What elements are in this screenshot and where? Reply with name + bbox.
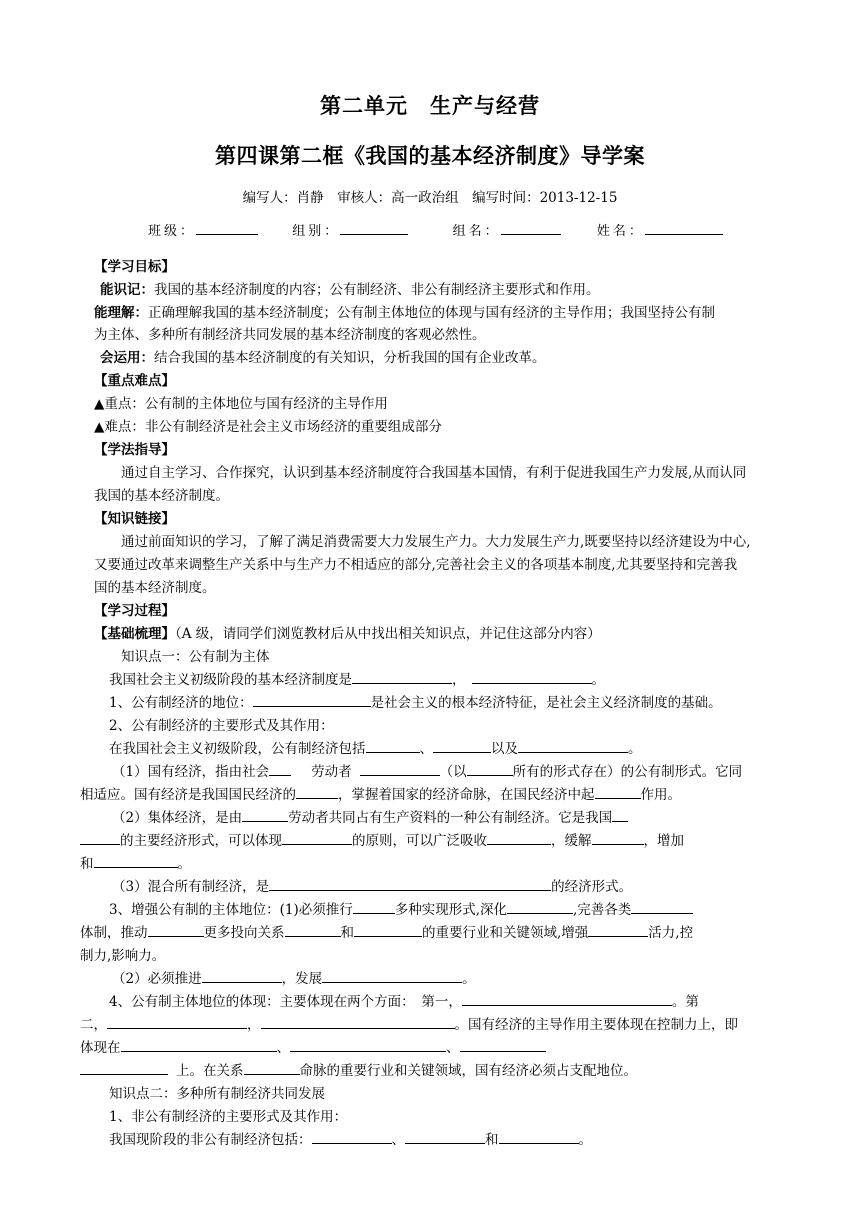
blank[interactable] <box>94 855 178 868</box>
goal-apply-text: 结合我国的基本经济制度的有关知识，分析我国的国有企业改革。 <box>154 350 546 366</box>
blank[interactable] <box>460 1039 546 1052</box>
group-name-blank <box>501 221 561 235</box>
blank[interactable] <box>354 924 422 937</box>
blank[interactable] <box>242 809 288 822</box>
blank[interactable] <box>366 740 420 753</box>
group-name-label: 组名： <box>452 224 501 239</box>
blank[interactable] <box>296 786 338 799</box>
method-text-cont: 我国的基本经济制度。 <box>94 488 229 504</box>
blank[interactable] <box>462 993 672 1006</box>
goal-understand <box>94 304 715 322</box>
link-text: 通过前面知识的学习，了解了满足消费需要大力发展生产力。大力发展生产力,既要坚持以经济建设为中心, <box>121 534 751 550</box>
blank[interactable] <box>244 1062 300 1075</box>
blank[interactable] <box>472 671 592 684</box>
class-blank <box>196 221 258 235</box>
blank[interactable] <box>487 832 551 845</box>
blank[interactable] <box>595 786 641 799</box>
fill-line-20: 我国现阶段的非公有制经济包括： 、 和 。 <box>109 1132 592 1148</box>
goal-remember-text: 我国的基本经济制度的内容；公有制经济、非公有制经济主要形式和作用。 <box>154 282 600 298</box>
knowledge-point-1: 知识点一：公有制为主体 <box>121 649 270 665</box>
blank[interactable] <box>107 1016 247 1029</box>
class-label: 班级： <box>148 224 197 239</box>
author-meta: 编写人：肖静 审核人：高一政治组 编写时间：2013-12-15 <box>242 190 618 206</box>
blank[interactable] <box>290 1039 446 1052</box>
blank[interactable] <box>269 878 551 891</box>
fill-line-16: 二， ， 。国有经济的主导作用主要体现在控制力上，即 <box>80 1017 738 1033</box>
blank[interactable] <box>612 809 628 822</box>
blank[interactable] <box>433 740 491 753</box>
knowledge-point-2: 知识点二：多种所有制经济共同发展 <box>109 1086 325 1102</box>
method-text: 通过自主学习、合作探究，认识到基本经济制度符合我国基本国情，有利于促进我国生产力发展,从而认同 <box>121 465 747 481</box>
fill-line-18: 上。在关系 命脉的重要行业和关键领域，国有经济必须占支配地位。 <box>80 1062 637 1080</box>
blank[interactable] <box>352 671 452 684</box>
goal-apply <box>100 349 546 367</box>
blank[interactable] <box>261 1016 455 1029</box>
fill-line-14: （2）必须推进 ，发展 。 <box>112 971 476 987</box>
blank[interactable] <box>80 832 120 845</box>
blank[interactable] <box>285 924 341 937</box>
goals-heading: 【学习目标】 <box>94 259 175 275</box>
blank[interactable] <box>282 832 352 845</box>
blank[interactable] <box>507 901 573 914</box>
process-heading: 【学习过程】 <box>94 603 175 619</box>
key-point: ▲重点：公有制的主体地位与国有经济的主导作用 <box>94 396 388 412</box>
goal-understand-label: 能理解： <box>94 305 148 321</box>
name-label: 姓名： <box>596 224 645 239</box>
blank[interactable] <box>322 970 462 983</box>
fill-line-15: 4、公有制主体地位的体现：主要体现在两个方面： 第一， 。第 <box>109 994 699 1010</box>
fill-line-4: 在我国社会主义初级阶段，公有制经济包括 、 以及 。 <box>109 741 642 757</box>
difficult-point: ▲难点：非公有制经济是社会主义市场经济的重要组成部分 <box>94 419 442 435</box>
fill-line-5: （1）国有经济，指由社会 劳动者 （以 所有的形式存在）的公有制形式。它同 <box>112 764 743 780</box>
blank[interactable] <box>253 694 371 707</box>
fill-line-9: 和 。 <box>80 856 191 872</box>
goal-remember <box>100 281 600 299</box>
blank[interactable] <box>312 1131 392 1144</box>
basic-review <box>94 625 601 643</box>
blank[interactable] <box>518 740 628 753</box>
fill-line-2: 1、公有制经济的地位： 是社会主义的根本经济特征，是社会主义经济制度的基础。 <box>109 695 722 711</box>
blank[interactable] <box>269 763 291 776</box>
blank[interactable] <box>353 901 395 914</box>
method-heading: 【学法指导】 <box>94 442 175 458</box>
goal-apply-label: 会运用： <box>100 350 154 366</box>
name-blank <box>645 221 723 235</box>
fill-line-10: （3）混合所有制经济，是 的经济形式。 <box>112 879 633 895</box>
fill-line-8: 的主要经济形式，可以体现 的原则，可以广泛吸收 ，缓解 ，增加 <box>80 832 684 850</box>
blank[interactable] <box>467 763 513 776</box>
blank[interactable] <box>631 901 693 914</box>
blank[interactable] <box>202 970 282 983</box>
unit-title: 第二单元 生产与经营 <box>320 94 540 118</box>
basic-review-heading: 【基础梳理】 <box>94 626 175 642</box>
group-blank <box>340 221 408 235</box>
fill-line-11: 3、增强公有制的主体地位：(1)必须推行 多种实现形式,深化 ,完善各类 <box>109 901 693 919</box>
line-19: 1、非公有制经济的主要形式及其作用： <box>109 1109 348 1125</box>
line-13: 制力,影响力。 <box>80 948 166 964</box>
fill-line-7: （2）集体经济，是由 劳动者共同占有生产资料的一种公有制经济。它是我国 <box>112 809 628 827</box>
link-text-cont1: 又要通过改革来调整生产关系中与生产力不相适应的部分,完善社会主义的各项基本制度,尤其要坚持和完善我 <box>94 557 738 573</box>
blank[interactable] <box>360 763 440 776</box>
blank[interactable] <box>121 1039 277 1052</box>
key-heading: 【重点难点】 <box>94 373 175 389</box>
goal-understand-text: 正确理解我国的基本经济制度；公有制主体地位的体现与国有经济的主导作用；我国坚持公有制 <box>148 305 715 321</box>
link-text-cont2: 国的基本经济制度。 <box>94 580 216 596</box>
line-3: 2、公有制经济的主要形式及其作用： <box>109 718 334 734</box>
blank[interactable] <box>499 1131 579 1144</box>
link-heading: 【知识链接】 <box>94 511 175 527</box>
lesson-title: 第四课第二框《我国的基本经济制度》导学案 <box>215 144 645 168</box>
blank[interactable] <box>148 924 204 937</box>
goal-understand-cont: 为主体、多种所有制经济共同发展的基本经济制度的客观必然性。 <box>94 327 486 343</box>
blank[interactable] <box>588 924 648 937</box>
student-info-row <box>148 220 723 239</box>
group-label: 组别： <box>292 224 341 239</box>
blank[interactable] <box>80 1062 168 1075</box>
blank[interactable] <box>592 832 644 845</box>
basic-review-note: （A 级，请同学们浏览教材后从中找出相关知识点，并记住这部分内容） <box>175 626 601 642</box>
blank[interactable] <box>405 1131 485 1144</box>
fill-line-17: 体现在 、 、 <box>80 1039 546 1057</box>
fill-line-1: 我国社会主义初级阶段的基本经济制度是 ， 。 <box>109 672 605 688</box>
goal-remember-label: 能识记： <box>100 282 154 298</box>
fill-line-12: 体制，推动 更多投向关系 和 的重要行业和关键领域,增强 活力,控 <box>80 925 694 941</box>
fill-line-6: 相适应。国有经济是我国国民经济的 ，掌握着国家的经济命脉，在国民经济中起 作用。 <box>80 787 681 803</box>
